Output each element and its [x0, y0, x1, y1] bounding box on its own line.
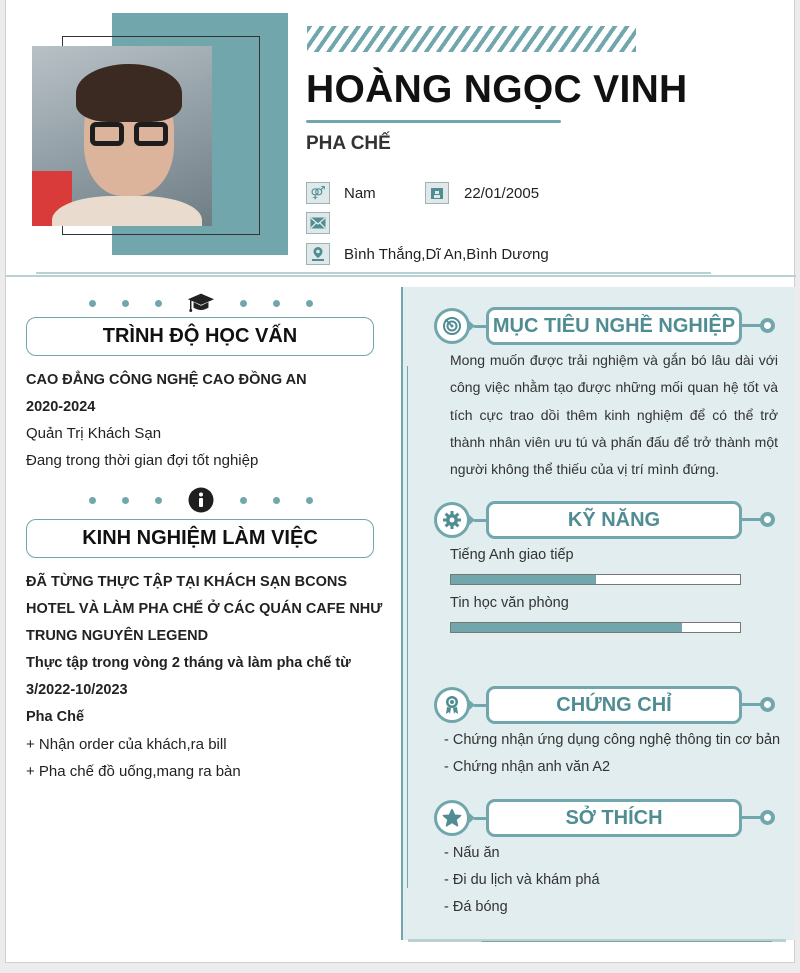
award-icon: [434, 687, 470, 723]
mail-icon: [306, 212, 330, 234]
education-title: TRÌNH ĐỘ HỌC VẤN: [26, 317, 374, 356]
graduation-cap-icon: [187, 290, 215, 316]
gender-icon: ⚤: [306, 182, 330, 204]
experience-period-1: Thực tập trong vòng 2 tháng và làm pha chế từ: [26, 655, 351, 671]
certificate-item: - Chứng nhận anh văn A2: [444, 759, 611, 775]
job-title: PHA CHẾ: [306, 133, 391, 154]
skills-title: KỸ NĂNG: [486, 501, 742, 539]
hobby-item: - Đá bóng: [444, 899, 508, 915]
panel-accent-line: [407, 366, 408, 888]
objective-title: MỤC TIÊU NGHỀ NGHIỆP: [486, 307, 742, 345]
star-icon: [434, 800, 470, 836]
birthday-value: 22/01/2005: [464, 185, 540, 202]
profile-photo: [32, 46, 212, 226]
experience-headline-2: HOTEL VÀ LÀM PHA CHẾ Ở CÁC QUÁN CAFE NHƯ: [26, 601, 383, 617]
skill-label: Tin học văn phòng: [450, 595, 569, 611]
info-icon: [187, 487, 215, 513]
education-status: Đang trong thời gian đợi tốt nghiệp: [26, 452, 259, 469]
calendar-icon: [425, 182, 449, 204]
education-major: Quản Trị Khách Sạn: [26, 425, 162, 442]
name-underline: [306, 120, 561, 123]
hobbies-header: [434, 799, 779, 837]
certificate-item: - Chứng nhận ứng dụng công nghệ thông tin cơ bản: [444, 732, 781, 748]
header-divider-upper: [36, 272, 711, 274]
hobby-item: - Nấu ăn: [444, 845, 500, 861]
location-icon: [306, 243, 330, 265]
education-years: 2020-2024: [26, 399, 96, 415]
candidate-name: HOÀNG NGỌC VINH: [306, 68, 688, 111]
gear-icon: [434, 502, 470, 538]
panel-bottom-line: [482, 941, 772, 942]
experience-title: KINH NGHIỆM LÀM VIỆC: [26, 519, 374, 558]
experience-role: Pha Chế: [26, 709, 85, 725]
target-icon: [434, 308, 470, 344]
education-school: CAO ĐẲNG CÔNG NGHỆ CAO ĐỒNG AN: [26, 372, 307, 388]
experience-duty: + Nhận order của khách,ra bill: [26, 736, 227, 753]
experience-duty: + Pha chế đồ uống,mang ra bàn: [26, 763, 241, 780]
objective-header: [434, 307, 779, 345]
decorative-stripes: [307, 26, 636, 52]
hobbies-title: SỞ THÍCH: [486, 799, 742, 837]
skill-bar: [450, 574, 741, 585]
certificates-header: [434, 686, 779, 724]
header-divider: [6, 275, 796, 277]
education-divider: [26, 290, 376, 316]
experience-headline-3: TRUNG NGUYÊN LEGEND: [26, 628, 209, 644]
cv-page: [5, 0, 795, 963]
experience-divider: [26, 487, 376, 513]
objective-text: Mong muốn được trải nghiệm và gắn bó lâu dài với công việc nhằm tạo được những mối quan hệ tốt và tích cực trao dồi thêm kinh nghiệm để có thể trở thành nhân viên ưu tú và phấn đấu để trở thành một người không thể thiếu của vị trí mình đứng.: [450, 352, 778, 478]
hobby-item: - Đi du lịch và khám phá: [444, 872, 600, 888]
address-value: Bình Thắng,Dĩ An,Bình Dương: [344, 246, 549, 263]
experience-period-2: 3/2022-10/2023: [26, 682, 128, 698]
skill-bar: [450, 622, 741, 633]
skills-header: [434, 501, 779, 539]
experience-headline-1: ĐÃ TỪNG THỰC TẬP TẠI KHÁCH SẠN BCONS: [26, 574, 348, 590]
certificates-title: CHỨNG CHỈ: [486, 686, 742, 724]
skill-label: Tiếng Anh giao tiếp: [450, 547, 574, 563]
gender-value: Nam: [344, 185, 376, 202]
